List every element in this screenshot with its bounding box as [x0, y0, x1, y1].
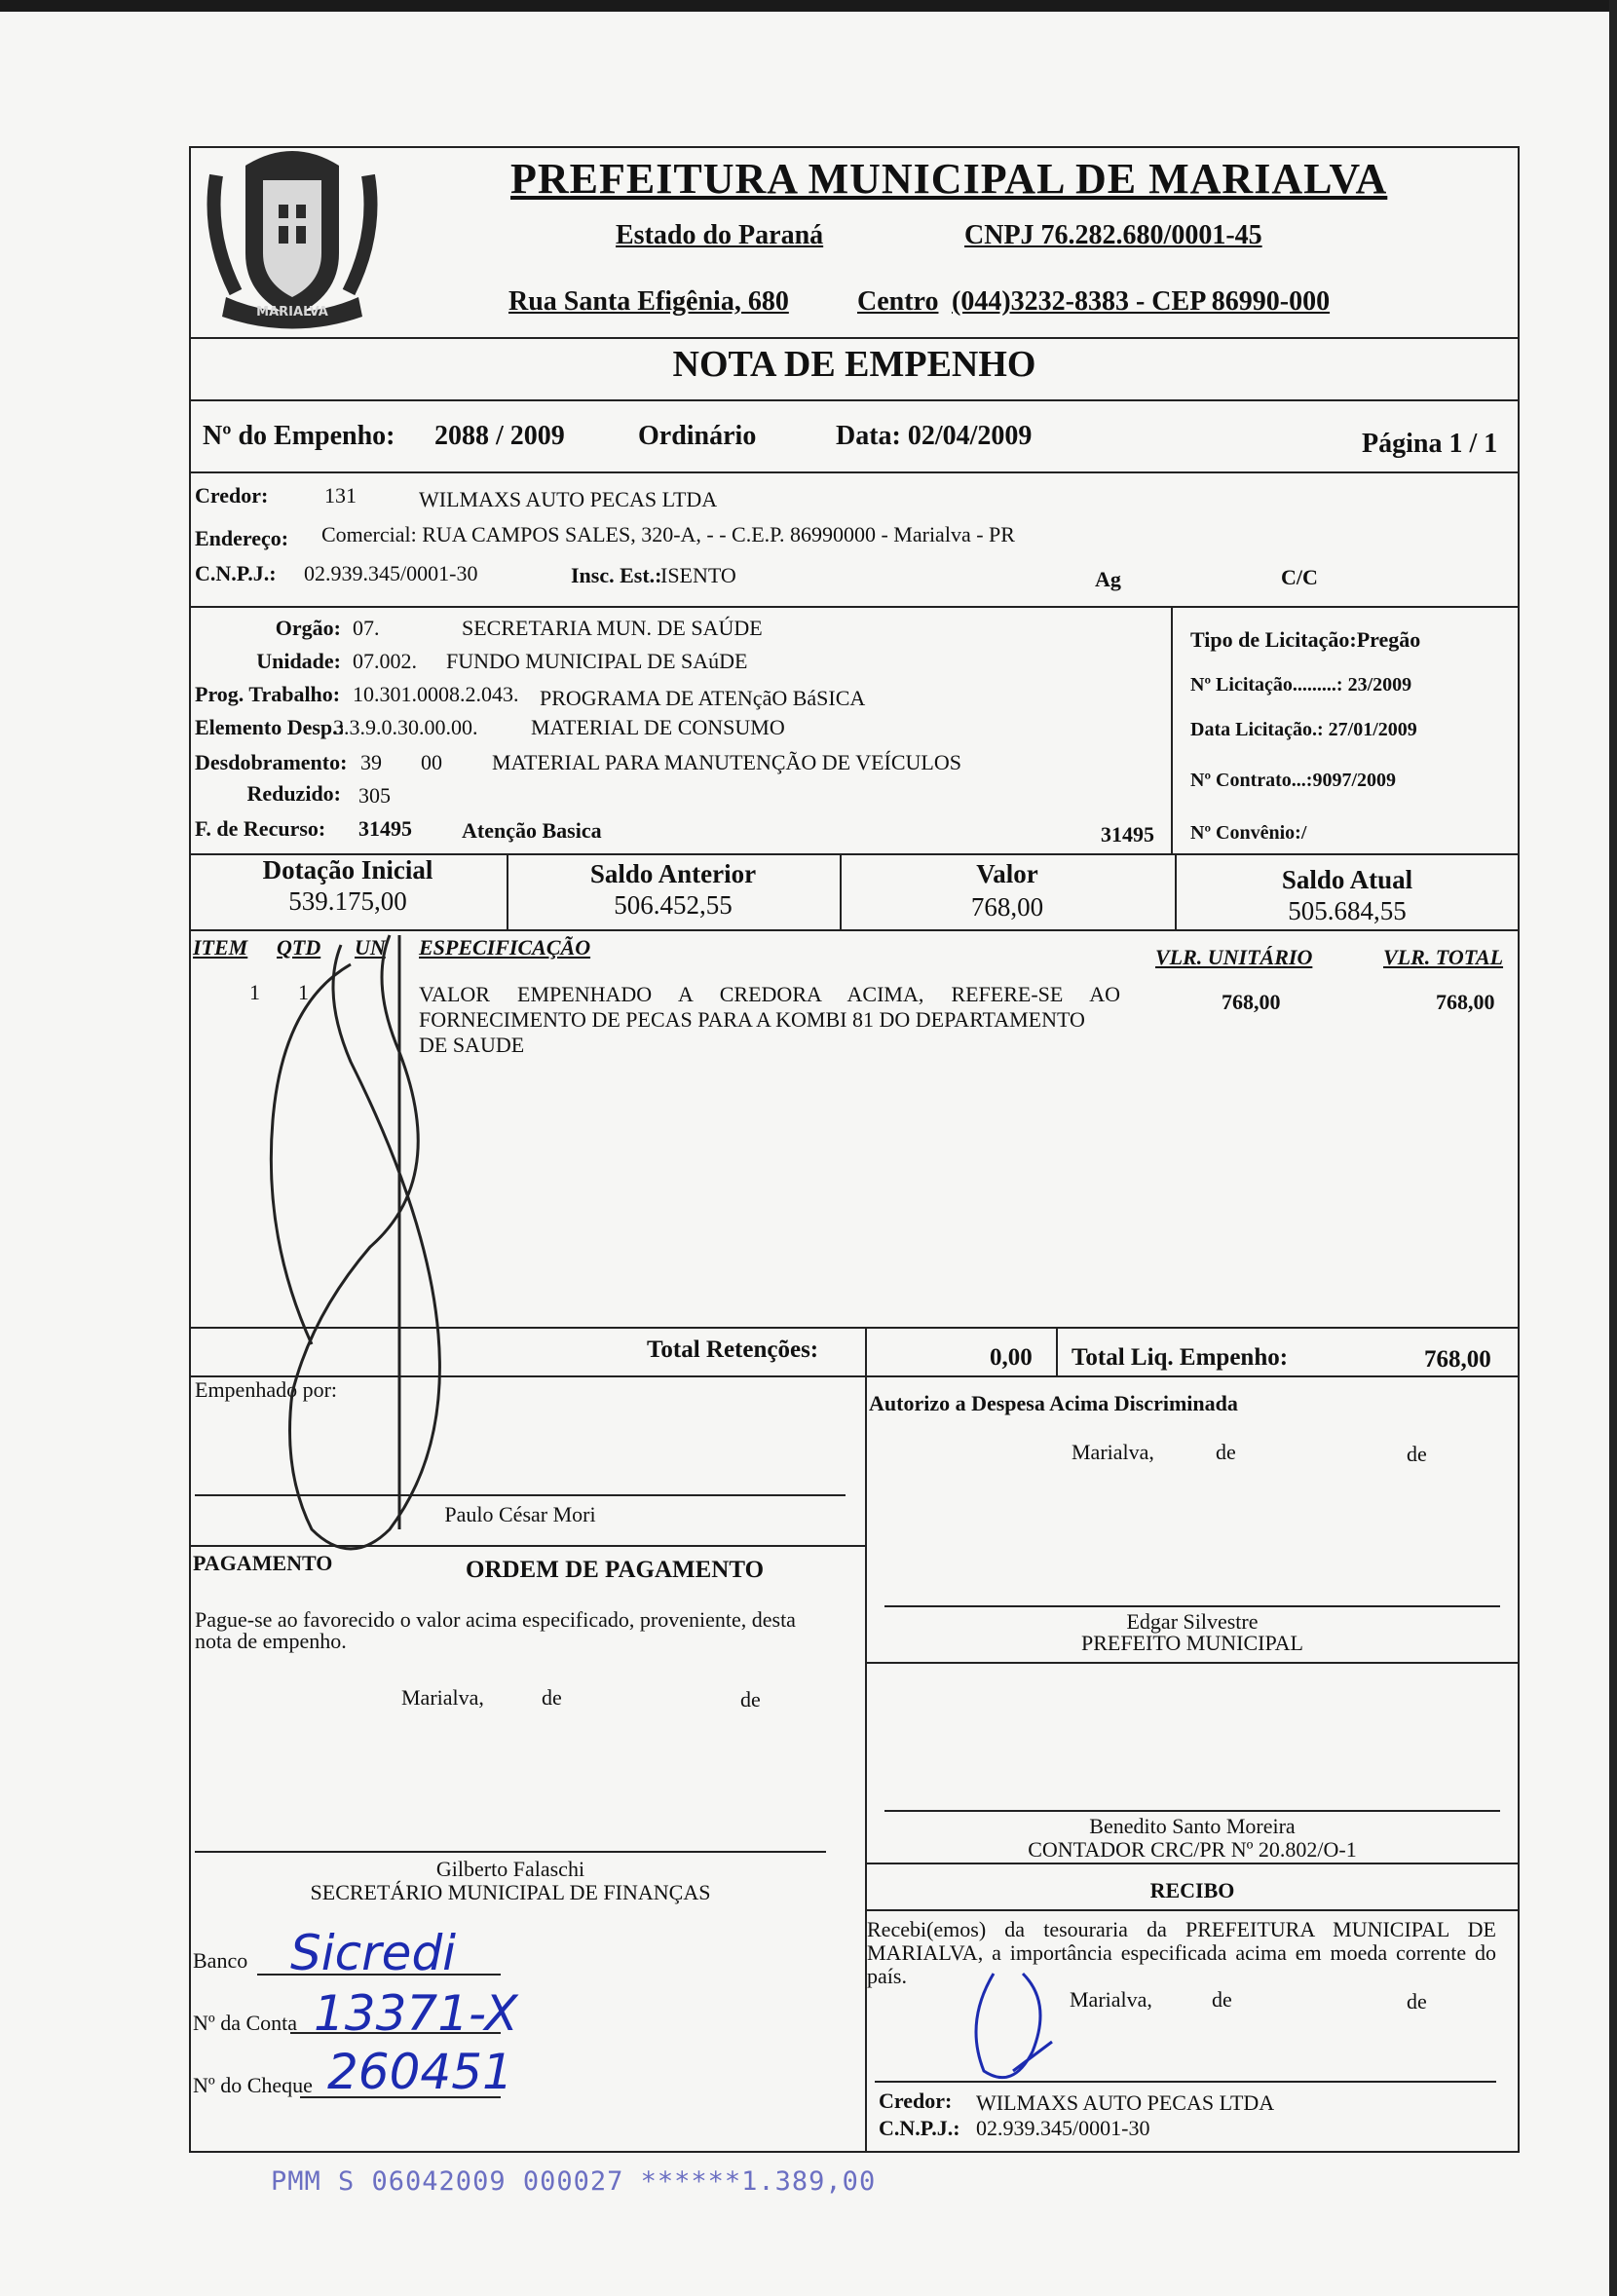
recurso-code: 31495: [358, 816, 412, 841]
liquido-label: Total Liq. Empenho:: [1072, 1344, 1289, 1371]
header-cnpj: CNPJ 76.282.680/0001-45: [964, 220, 1262, 250]
unidade-code: 07.002.: [353, 649, 417, 673]
scan-edge: [0, 0, 1617, 12]
recibo-text-2: MARIALVA, a importância especificada acima em moeda corrente do: [867, 1940, 1496, 1965]
divider: [189, 606, 1520, 608]
atual-value: 505.684,55: [1288, 896, 1407, 925]
recibo-text-3: país.: [867, 1964, 907, 1988]
divider: [1056, 1327, 1058, 1375]
cnpj-label: C.N.P.J.:: [195, 561, 277, 585]
recibo-cnpj: 02.939.345/0001-30: [976, 2116, 1150, 2140]
signature-line: [195, 1851, 826, 1853]
credor-code: 131: [324, 483, 357, 508]
cheque-value: 260451: [327, 2044, 513, 2100]
licitacao-numero: Nº Licitação.........: 23/2009: [1190, 674, 1412, 696]
item-desc-3: DE SAUDE: [419, 1033, 525, 1057]
col-item: ITEM: [193, 935, 248, 960]
item-desc-1: VALOR EMPENHADO A CREDORA ACIMA, REFERE-SE AO: [419, 982, 1120, 1006]
contador-role: CONTADOR CRC/PR Nº 20.802/O-1: [1028, 1837, 1357, 1862]
reduz-code: 305: [358, 783, 391, 808]
dotacao-label: Dotação Inicial: [262, 855, 433, 885]
desd-desc: MATERIAL PARA MANUTENÇÃO DE VEÍCULOS: [492, 750, 961, 774]
payment-stamp: PMM S 06042009 000027 ******1.389,00: [271, 2166, 877, 2197]
licitacao-data: Data Licitação.: 27/01/2009: [1190, 719, 1417, 740]
recibo-credor-label: Credor:: [879, 2089, 953, 2113]
prefeito-role: PREFEITO MUNICIPAL: [1081, 1631, 1303, 1655]
secretario-name: Gilberto Falaschi: [435, 1857, 585, 1881]
empenho-type: Ordinário: [638, 421, 757, 451]
credor-address: Comercial: RUA CAMPOS SALES, 320-A, - - C.E.P. 86990000 - Marialva - PR: [321, 522, 1015, 546]
divider: [1171, 606, 1173, 853]
recurso-desc: Atenção Basica: [462, 818, 602, 843]
pagamento-place: Marialva,: [401, 1685, 484, 1710]
ie-label: Insc. Est.:: [571, 563, 662, 587]
desd-label: Desdobramento:: [195, 750, 348, 774]
pagamento-text-1: Pague-se ao favorecido o valor acima especificado, proveniente, desta: [195, 1607, 796, 1632]
divider: [189, 471, 1520, 473]
atual-label: Saldo Atual: [1281, 865, 1413, 894]
banco-label: Banco: [193, 1948, 248, 1973]
empenhado-name: Paulo César Mori: [444, 1502, 596, 1526]
item-number: 1: [249, 980, 260, 1004]
licitacao-contrato: Nº Contrato...:9097/2009: [1190, 770, 1397, 791]
autorizo-de2: de: [1407, 1442, 1427, 1466]
licitacao-convenio: Nº Convênio:/: [1190, 822, 1307, 844]
orgao-desc: SECRETARIA MUN. DE SAÚDE: [462, 616, 763, 640]
divider: [189, 337, 1520, 339]
credor-ie: ISENTO: [660, 563, 736, 587]
secretario-role: SECRETÁRIO MUNICIPAL DE FINANÇAS: [310, 1880, 711, 1904]
crest-icon: [197, 136, 388, 331]
item-unit: 768,00: [1222, 990, 1281, 1014]
contador-name: Benedito Santo Moreira: [1089, 1814, 1296, 1838]
address-label: Endereço:: [195, 526, 289, 550]
prog-label: Prog. Trabalho:: [195, 682, 341, 706]
elem-label: Elemento Desp.:: [195, 715, 345, 739]
col-un: UN: [355, 935, 386, 960]
item-total: 768,00: [1436, 990, 1495, 1014]
recibo-de1: de: [1212, 1987, 1232, 2012]
ag-label: Ag: [1095, 567, 1121, 591]
anterior-value: 506.452,55: [614, 890, 733, 920]
recibo-title: RECIBO: [1149, 1878, 1235, 1902]
header-address: Rua Santa Efigênia, 680: [508, 286, 789, 317]
autorizo-label: Autorizo a Despesa Acima Discriminada: [869, 1391, 1238, 1415]
dotacao-value: 539.175,00: [288, 886, 407, 916]
empenhado-label: Empenhado por:: [195, 1377, 338, 1402]
cc-label: C/C: [1281, 565, 1318, 589]
prefeito-name: Edgar Silvestre: [1126, 1609, 1259, 1634]
reduz-label: Reduzido:: [246, 781, 341, 806]
prog-desc: PROGRAMA DE ATENçãO BáSICA: [540, 686, 866, 710]
header-title: PREFEITURA MUNICIPAL DE MARIALVA: [510, 155, 1388, 203]
recibo-text-1: Recebi(emos) da tesouraria da PREFEITURA MUNICIPAL DE: [867, 1917, 1496, 1941]
pagamento-text-2: nota de empenho.: [195, 1629, 347, 1653]
unidade-label: Unidade:: [256, 649, 341, 673]
recurso-code-right: 31495: [1101, 822, 1154, 847]
orgao-label: Orgão:: [275, 616, 341, 640]
header-district: Centro: [857, 286, 939, 317]
orgao-code: 07.: [353, 616, 380, 640]
signature-scribble: [253, 925, 565, 1568]
col-total: VLR. TOTAL: [1383, 945, 1504, 969]
col-qtd: QTD: [277, 935, 321, 960]
credor-name: WILMAXS AUTO PECAS LTDA: [419, 487, 718, 511]
ordem-title: ORDEM DE PAGAMENTO: [466, 1557, 765, 1583]
signature-line: [884, 1810, 1500, 1812]
pagamento-de2: de: [740, 1687, 761, 1712]
item-desc-2: FORNECIMENTO DE PECAS PARA A KOMBI 81 DO DEPARTAMENTO: [419, 1007, 1085, 1032]
credor-cnpj: 02.939.345/0001-30: [304, 561, 478, 585]
empenho-page: Página 1 / 1: [1362, 429, 1498, 459]
desd-a: 39: [360, 750, 382, 774]
divider: [865, 1662, 1520, 1664]
recibo-cnpj-label: C.N.P.J.:: [879, 2116, 960, 2140]
recibo-credor: WILMAXS AUTO PECAS LTDA: [976, 2090, 1275, 2115]
svg-text:MARIALVA: MARIALVA: [256, 305, 328, 320]
retencoes-label: Total Retenções:: [647, 1336, 819, 1363]
liquido-value: 768,00: [1424, 1346, 1491, 1373]
header-phone-cep: (044)3232-8383 - CEP 86990-000: [952, 286, 1331, 317]
cheque-label: Nº do Cheque: [193, 2073, 313, 2097]
empenho-number: 2088 / 2009: [434, 421, 565, 451]
col-unit: VLR. UNITÁRIO: [1155, 945, 1313, 969]
doc-title: NOTA DE EMPENHO: [672, 344, 1036, 385]
unidade-desc: FUNDO MUNICIPAL DE SAúDE: [446, 649, 748, 673]
recibo-place: Marialva,: [1070, 1987, 1152, 2012]
signature-scribble: [964, 1964, 1081, 2090]
recibo-de2: de: [1407, 1989, 1427, 2014]
desd-b: 00: [421, 750, 442, 774]
valor-label: Valor: [976, 859, 1038, 888]
elem-desc: MATERIAL DE CONSUMO: [531, 715, 785, 739]
empenho-number-label: Nº do Empenho:: [203, 421, 395, 451]
autorizo-place: Marialva,: [1072, 1440, 1154, 1464]
divider: [865, 1375, 867, 2153]
licitacao-tipo: Tipo de Licitação:Pregão: [1190, 627, 1421, 652]
divider: [865, 1909, 1520, 1911]
elem-code: 3.3.9.0.30.00.00.: [333, 715, 478, 739]
pagamento-label: PAGAMENTO: [193, 1551, 333, 1575]
credor-label: Credor:: [195, 483, 269, 508]
pagamento-de1: de: [542, 1685, 562, 1710]
col-espec: ESPECIFICAÇÃO: [419, 935, 591, 960]
conta-label: Nº da Conta: [193, 2011, 298, 2035]
anterior-label: Saldo Anterior: [589, 859, 757, 888]
item-qtd: 1: [298, 980, 309, 1004]
valor-value: 768,00: [970, 892, 1044, 922]
banco-value: Sicredi: [290, 1925, 457, 1981]
header-state: Estado do Paraná: [616, 220, 824, 250]
empenho-date: Data: 02/04/2009: [836, 421, 1033, 451]
divider: [865, 1863, 1520, 1864]
divider: [189, 399, 1520, 401]
divider: [865, 1327, 867, 1375]
scan-edge-right: [1609, 0, 1617, 2296]
signature-line: [884, 1605, 1500, 1607]
conta-value: 13371-X: [314, 1985, 518, 2042]
retencoes-value: 0,00: [990, 1344, 1033, 1371]
prog-code: 10.301.0008.2.043.: [353, 682, 519, 706]
autorizo-de1: de: [1216, 1440, 1236, 1464]
recurso-label: F. de Recurso:: [195, 816, 326, 841]
